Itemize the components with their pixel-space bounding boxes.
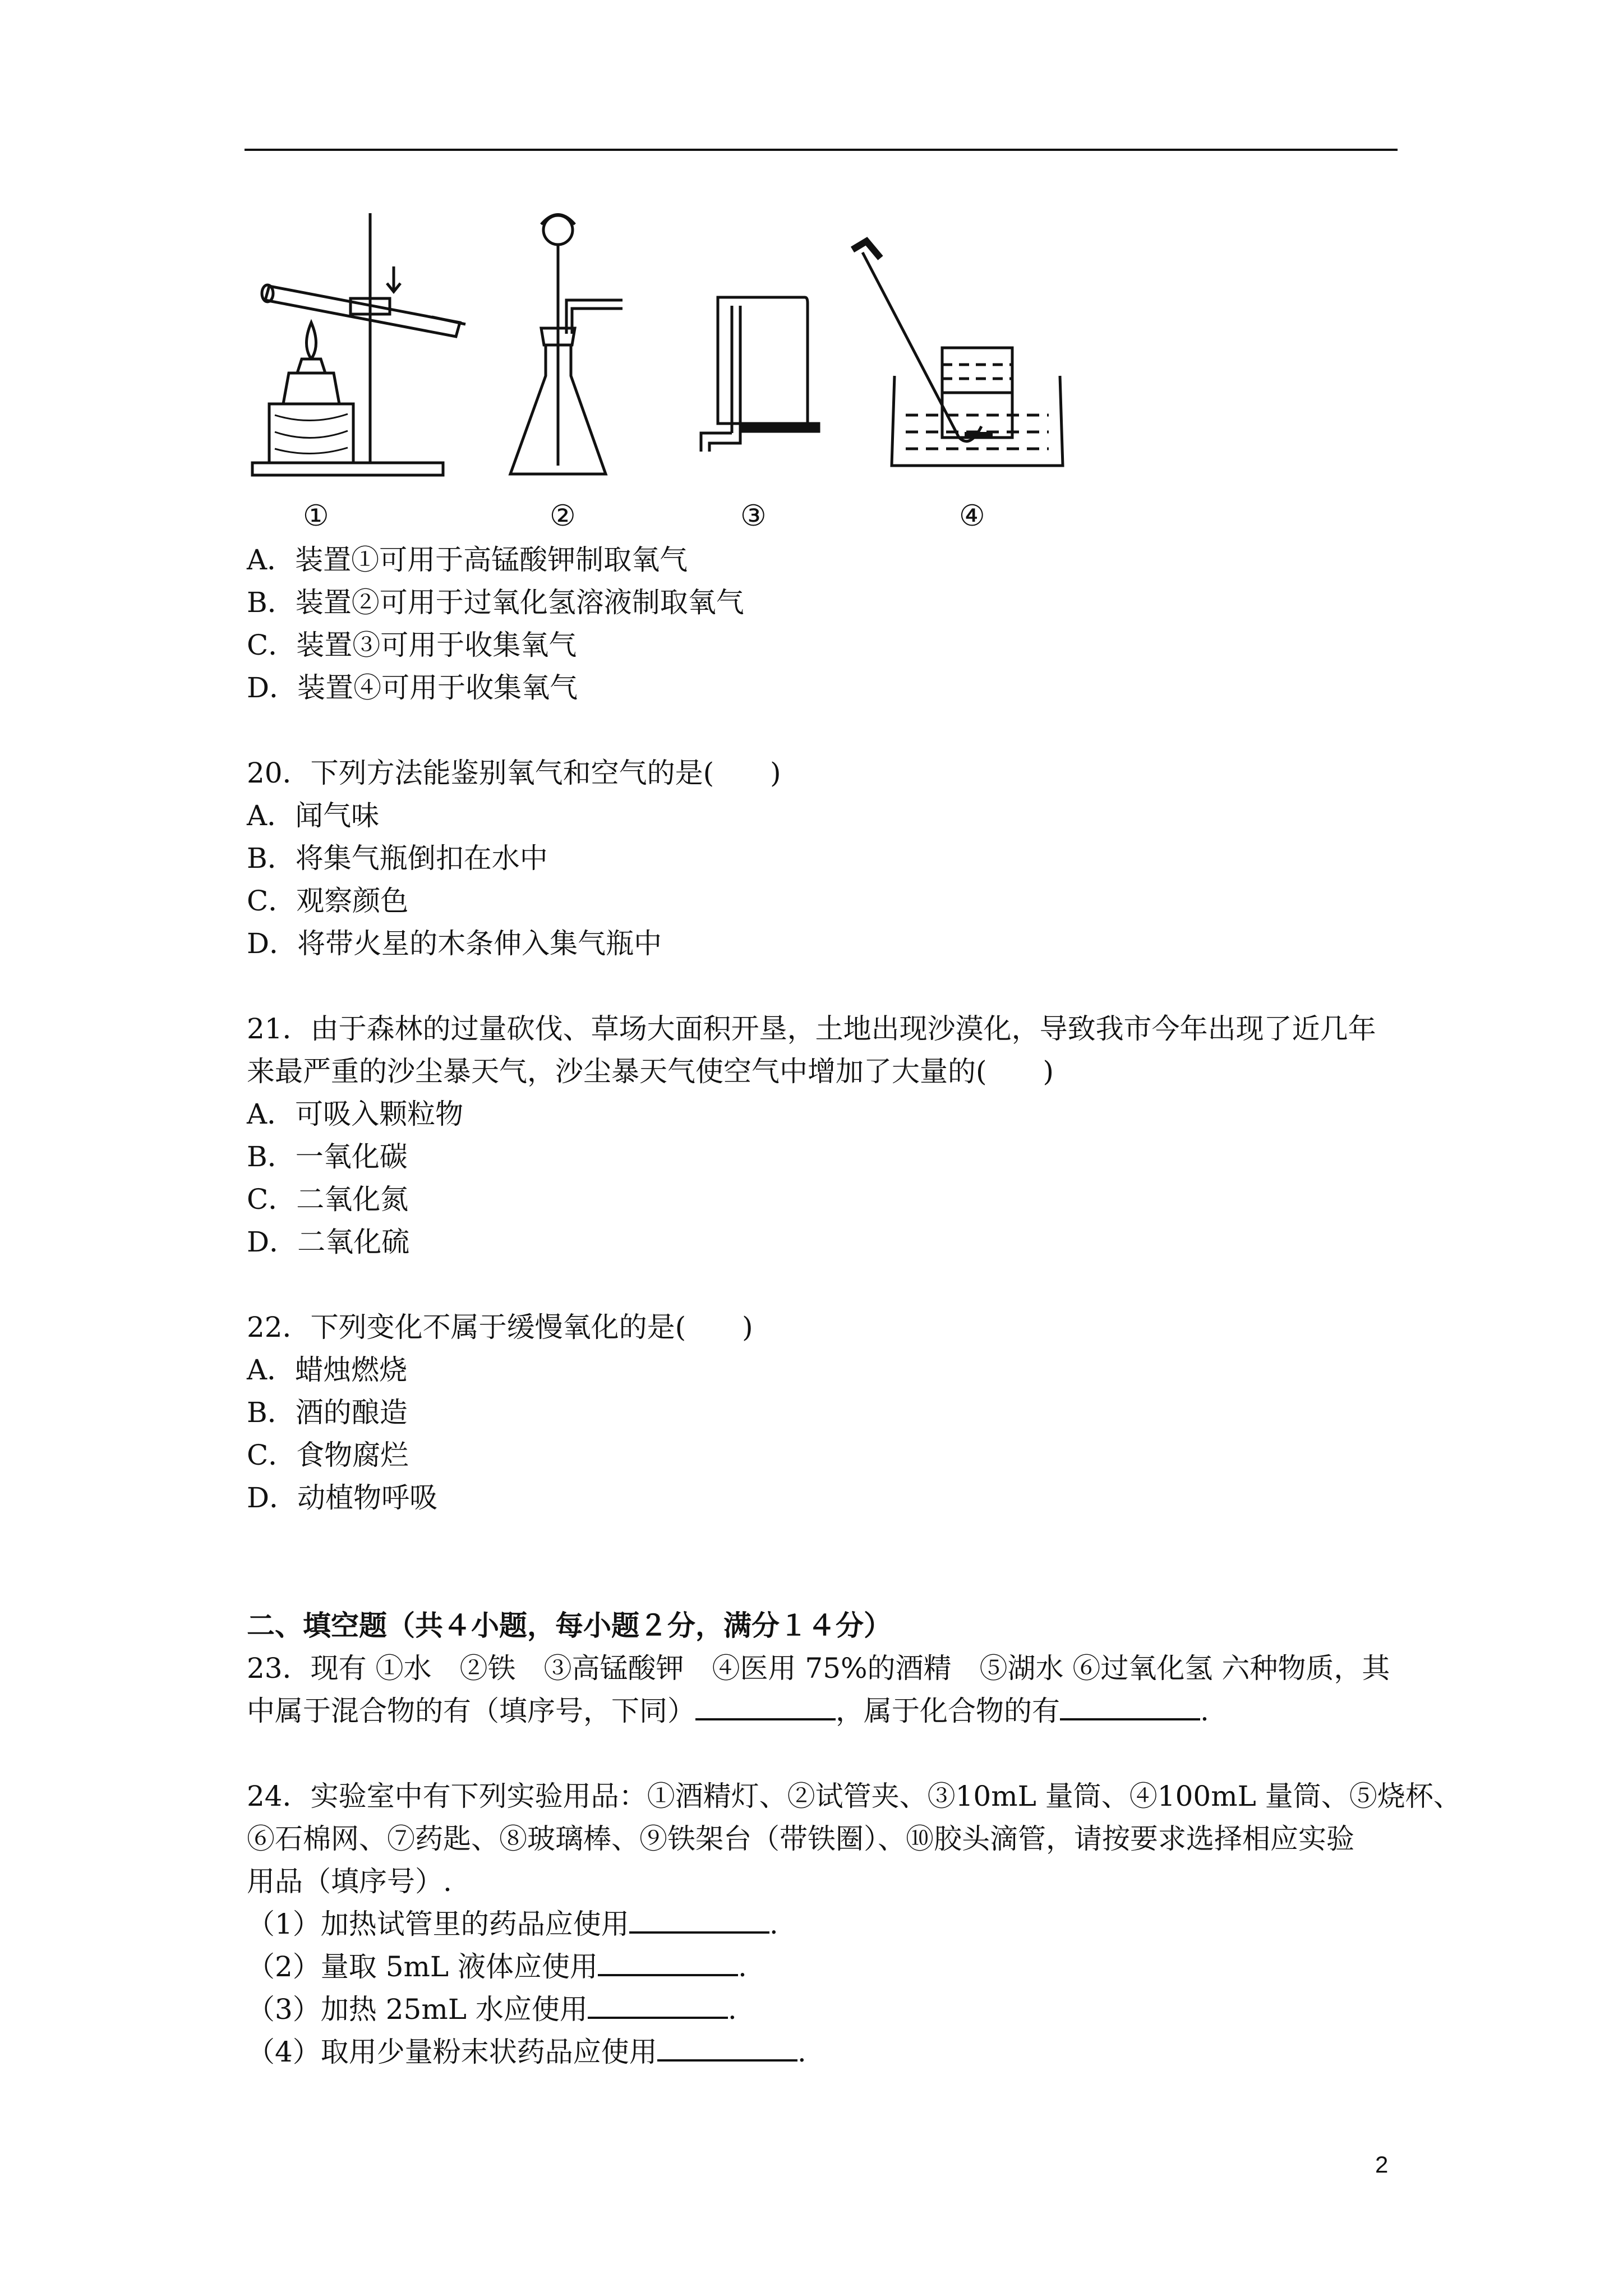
q22-option-a: A．蜡烛燃烧 <box>247 1354 408 1386</box>
tube-clamp-arrow <box>387 266 400 292</box>
q21-option-d: D．二氧化硫 <box>247 1226 410 1258</box>
q21-stem-line2: 来最严重的沙尘暴天气，沙尘暴天气使空气中增加了大量的( ) <box>247 1055 1054 1088</box>
q20-option-c: C．观察颜色 <box>247 885 409 917</box>
q22-option-c: C．食物腐烂 <box>247 1439 409 1471</box>
water-trough <box>892 376 1063 466</box>
q23-line1: 23．现有 ①水 ②铁 ③高锰酸钾 ④医用 75%的酒精 ⑤湖水 ⑥过氧化氢 六种物质，其 <box>247 1652 1390 1685</box>
q20-stem: 20．下列方法能鉴别氧气和空气的是( ) <box>247 757 781 789</box>
q24-sub-3: （3）加热 25mL 水应使用 . <box>247 1988 1402 2031</box>
figure-label-2: ② <box>550 499 576 533</box>
q19-option-b: B．装置②可用于过氧化氢溶液制取氧气 <box>247 586 744 619</box>
answer-blank[interactable] <box>695 1691 836 1720</box>
q21-option-b: B．一氧化碳 <box>247 1140 408 1173</box>
q21-option-a: A．可吸入颗粒物 <box>247 1098 464 1130</box>
q24-line1: 24．实验室中有下列实验用品：①酒精灯、②试管夹、③10mL 量筒、④100mL 量筒、⑤烧杯、 <box>247 1780 1461 1812</box>
figure-label-4: ④ <box>959 499 985 533</box>
test-tube <box>265 286 460 337</box>
q22-option-b: B．酒的酿造 <box>247 1396 408 1429</box>
q19-option-c: C．装置③可用于收集氧气 <box>247 629 577 661</box>
q19-option-a: A．装置①可用于高锰酸钾制取氧气 <box>247 544 688 576</box>
apparatus-figure <box>236 202 1110 550</box>
question-text <box>247 539 1461 2073</box>
answer-blank[interactable] <box>657 2032 797 2062</box>
q24-line3: 用品（填序号）. <box>247 1865 452 1898</box>
page-number: 2 <box>1375 2151 1389 2178</box>
stand-base <box>252 463 443 475</box>
answer-blank[interactable] <box>598 1947 738 1976</box>
header-rule <box>245 149 1398 151</box>
answer-blank[interactable] <box>629 1904 769 1934</box>
q24-sub-2: （2）量取 5mL 液体应使用 . <box>247 1945 1402 1988</box>
q20-option-d: D．将带火星的木条伸入集气瓶中 <box>247 927 662 960</box>
lamp-flame <box>307 323 316 359</box>
figure-label-1: ① <box>303 499 329 533</box>
q22-option-d: D．动植物呼吸 <box>247 1481 438 1514</box>
gas-bottle <box>942 348 1012 393</box>
answer-blank[interactable] <box>588 1990 728 2019</box>
q19-option-d: D．装置④可用于收集氧气 <box>247 671 578 704</box>
q22-stem: 22．下列变化不属于缓慢氧化的是( ) <box>247 1311 753 1343</box>
q20-option-b: B．将集气瓶倒扣在水中 <box>247 842 548 875</box>
figure-label-3: ③ <box>740 499 767 533</box>
q24-line2: ⑥石棉网、⑦药匙、⑧玻璃棒、⑨铁架台（带铁圈）、⑩胶头滴管，请按要求选择相应实验 <box>247 1823 1354 1855</box>
lamp-body <box>283 373 339 404</box>
q24-sub-4: （4）取用少量粉末状药品应使用 . <box>247 2031 1402 2073</box>
q21-stem-line1: 21．由于森林的过量砍伐、草场大面积开垦，土地出现沙漠化，导致我市今年出现了近几年 <box>247 1013 1376 1045</box>
q23-line2: 中属于混合物的有（填序号，下同） ，属于化合物的有 . <box>247 1690 1402 1732</box>
answer-blank[interactable] <box>1060 1691 1200 1720</box>
q21-option-c: C．二氧化氮 <box>247 1183 409 1216</box>
q20-option-a: A．闻气味 <box>247 799 380 832</box>
section2-title: 二、填空题（共４小题，每小题２分，满分１４分） <box>247 1609 892 1642</box>
apparatus-drawing <box>236 202 1110 494</box>
q24-sub-1: （1）加热试管里的药品应使用 . <box>247 1903 1402 1945</box>
